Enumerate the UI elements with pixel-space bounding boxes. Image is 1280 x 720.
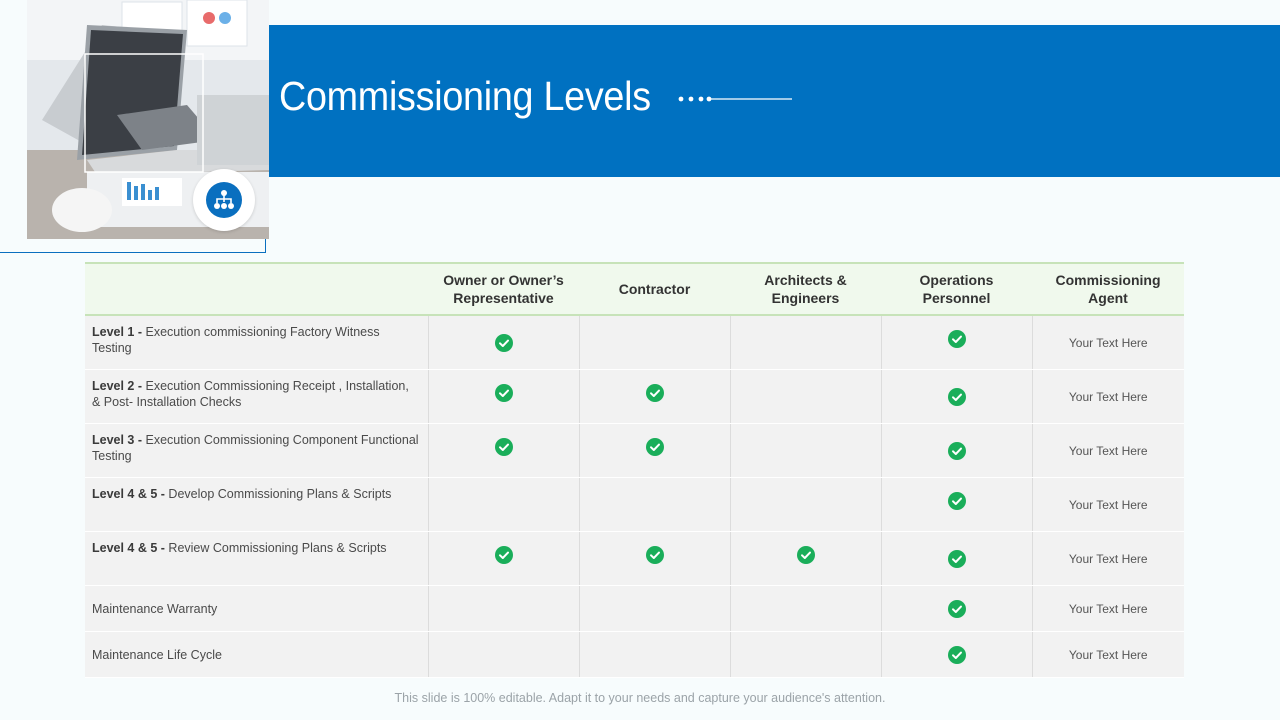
check-circle-icon (495, 334, 513, 352)
level-label: Level 4 & 5 - (92, 541, 165, 555)
check-cell (881, 532, 1032, 586)
check-cell (579, 586, 730, 632)
column-header-agent: Commissioning Agent (1032, 263, 1184, 315)
column-header-architects: Architects & Engineers (730, 263, 881, 315)
footer-note: This slide is 100% editable. Adapt it to your needs and capture your audience's attention. (394, 691, 886, 705)
table-row (85, 424, 1184, 478)
table-row (85, 315, 1184, 370)
level-cell (85, 532, 428, 586)
agent-cell: Your Text Here (1032, 424, 1184, 478)
check-cell (730, 370, 881, 424)
check-circle-icon (948, 388, 966, 406)
level-cell (85, 370, 428, 424)
table-row (85, 370, 1184, 424)
level-cell (85, 632, 428, 678)
level-cell (85, 586, 428, 632)
check-cell (428, 315, 579, 370)
level-cell (85, 424, 428, 478)
title-decoration (677, 95, 795, 103)
agent-cell: Your Text Here (1032, 370, 1184, 424)
level-label: Level 3 - (92, 433, 143, 447)
check-cell (428, 586, 579, 632)
check-cell (730, 532, 881, 586)
table-header-row (85, 263, 1184, 315)
table-row (85, 586, 1184, 632)
check-cell (881, 315, 1032, 370)
level-cell (85, 478, 428, 532)
table-row (85, 632, 1184, 678)
header-banner (269, 25, 1280, 177)
table-row (85, 532, 1184, 586)
check-cell (428, 370, 579, 424)
check-circle-icon (495, 546, 513, 564)
level-description: Maintenance Warranty (92, 601, 218, 616)
check-cell (579, 532, 730, 586)
level-label: Level 4 & 5 - (92, 487, 165, 501)
check-cell (730, 315, 881, 370)
check-circle-icon (646, 546, 664, 564)
check-cell (428, 478, 579, 532)
column-header-owner: Owner or Owner’s Representative (428, 263, 579, 315)
check-cell (881, 632, 1032, 678)
check-circle-icon (797, 546, 815, 564)
check-cell (428, 424, 579, 478)
check-cell (730, 632, 881, 678)
check-cell (428, 532, 579, 586)
check-cell (579, 632, 730, 678)
hierarchy-badge (193, 169, 255, 231)
column-header-operations: Operations Personnel (881, 263, 1032, 315)
check-cell (730, 424, 881, 478)
check-circle-icon (948, 442, 966, 460)
check-cell (881, 424, 1032, 478)
level-description: Execution commissioning Factory Witness Testing (92, 325, 380, 355)
commissioning-table (85, 262, 1184, 678)
level-description: Maintenance Life Cycle (92, 647, 222, 662)
hierarchy-icon (206, 182, 242, 218)
check-cell (428, 632, 579, 678)
check-cell (730, 478, 881, 532)
check-cell (881, 586, 1032, 632)
check-circle-icon (495, 384, 513, 402)
check-cell (730, 586, 881, 632)
check-cell (881, 478, 1032, 532)
check-cell (579, 315, 730, 370)
level-label: Level 1 - (92, 325, 143, 339)
check-cell (881, 370, 1032, 424)
level-label: Level 2 - (92, 379, 143, 393)
check-circle-icon (948, 330, 966, 348)
check-circle-icon (646, 438, 664, 456)
level-cell (85, 315, 428, 370)
level-description: Develop Commissioning Plans & Scripts (164, 487, 392, 501)
check-circle-icon (948, 646, 966, 664)
level-description: Execution Commissioning Component Functional Testing (92, 433, 419, 463)
agent-cell: Your Text Here (1032, 478, 1184, 532)
column-header-contractor: Contractor (579, 263, 730, 315)
check-cell (579, 424, 730, 478)
agent-cell: Your Text Here (1032, 586, 1184, 632)
check-circle-icon (646, 384, 664, 402)
agent-cell: Your Text Here (1032, 315, 1184, 370)
check-circle-icon (948, 600, 966, 618)
check-circle-icon (948, 492, 966, 510)
level-description: Execution Commissioning Receipt , Installation, & Post- Installation Checks (92, 379, 409, 409)
agent-cell: Your Text Here (1032, 532, 1184, 586)
table-row (85, 478, 1184, 532)
check-cell (579, 370, 730, 424)
column-header (85, 263, 428, 315)
agent-cell: Your Text Here (1032, 632, 1184, 678)
level-description: Review Commissioning Plans & Scripts (164, 541, 387, 555)
page-title: Commissioning Levels (279, 73, 651, 119)
check-cell (579, 478, 730, 532)
check-circle-icon (495, 438, 513, 456)
check-circle-icon (948, 550, 966, 568)
